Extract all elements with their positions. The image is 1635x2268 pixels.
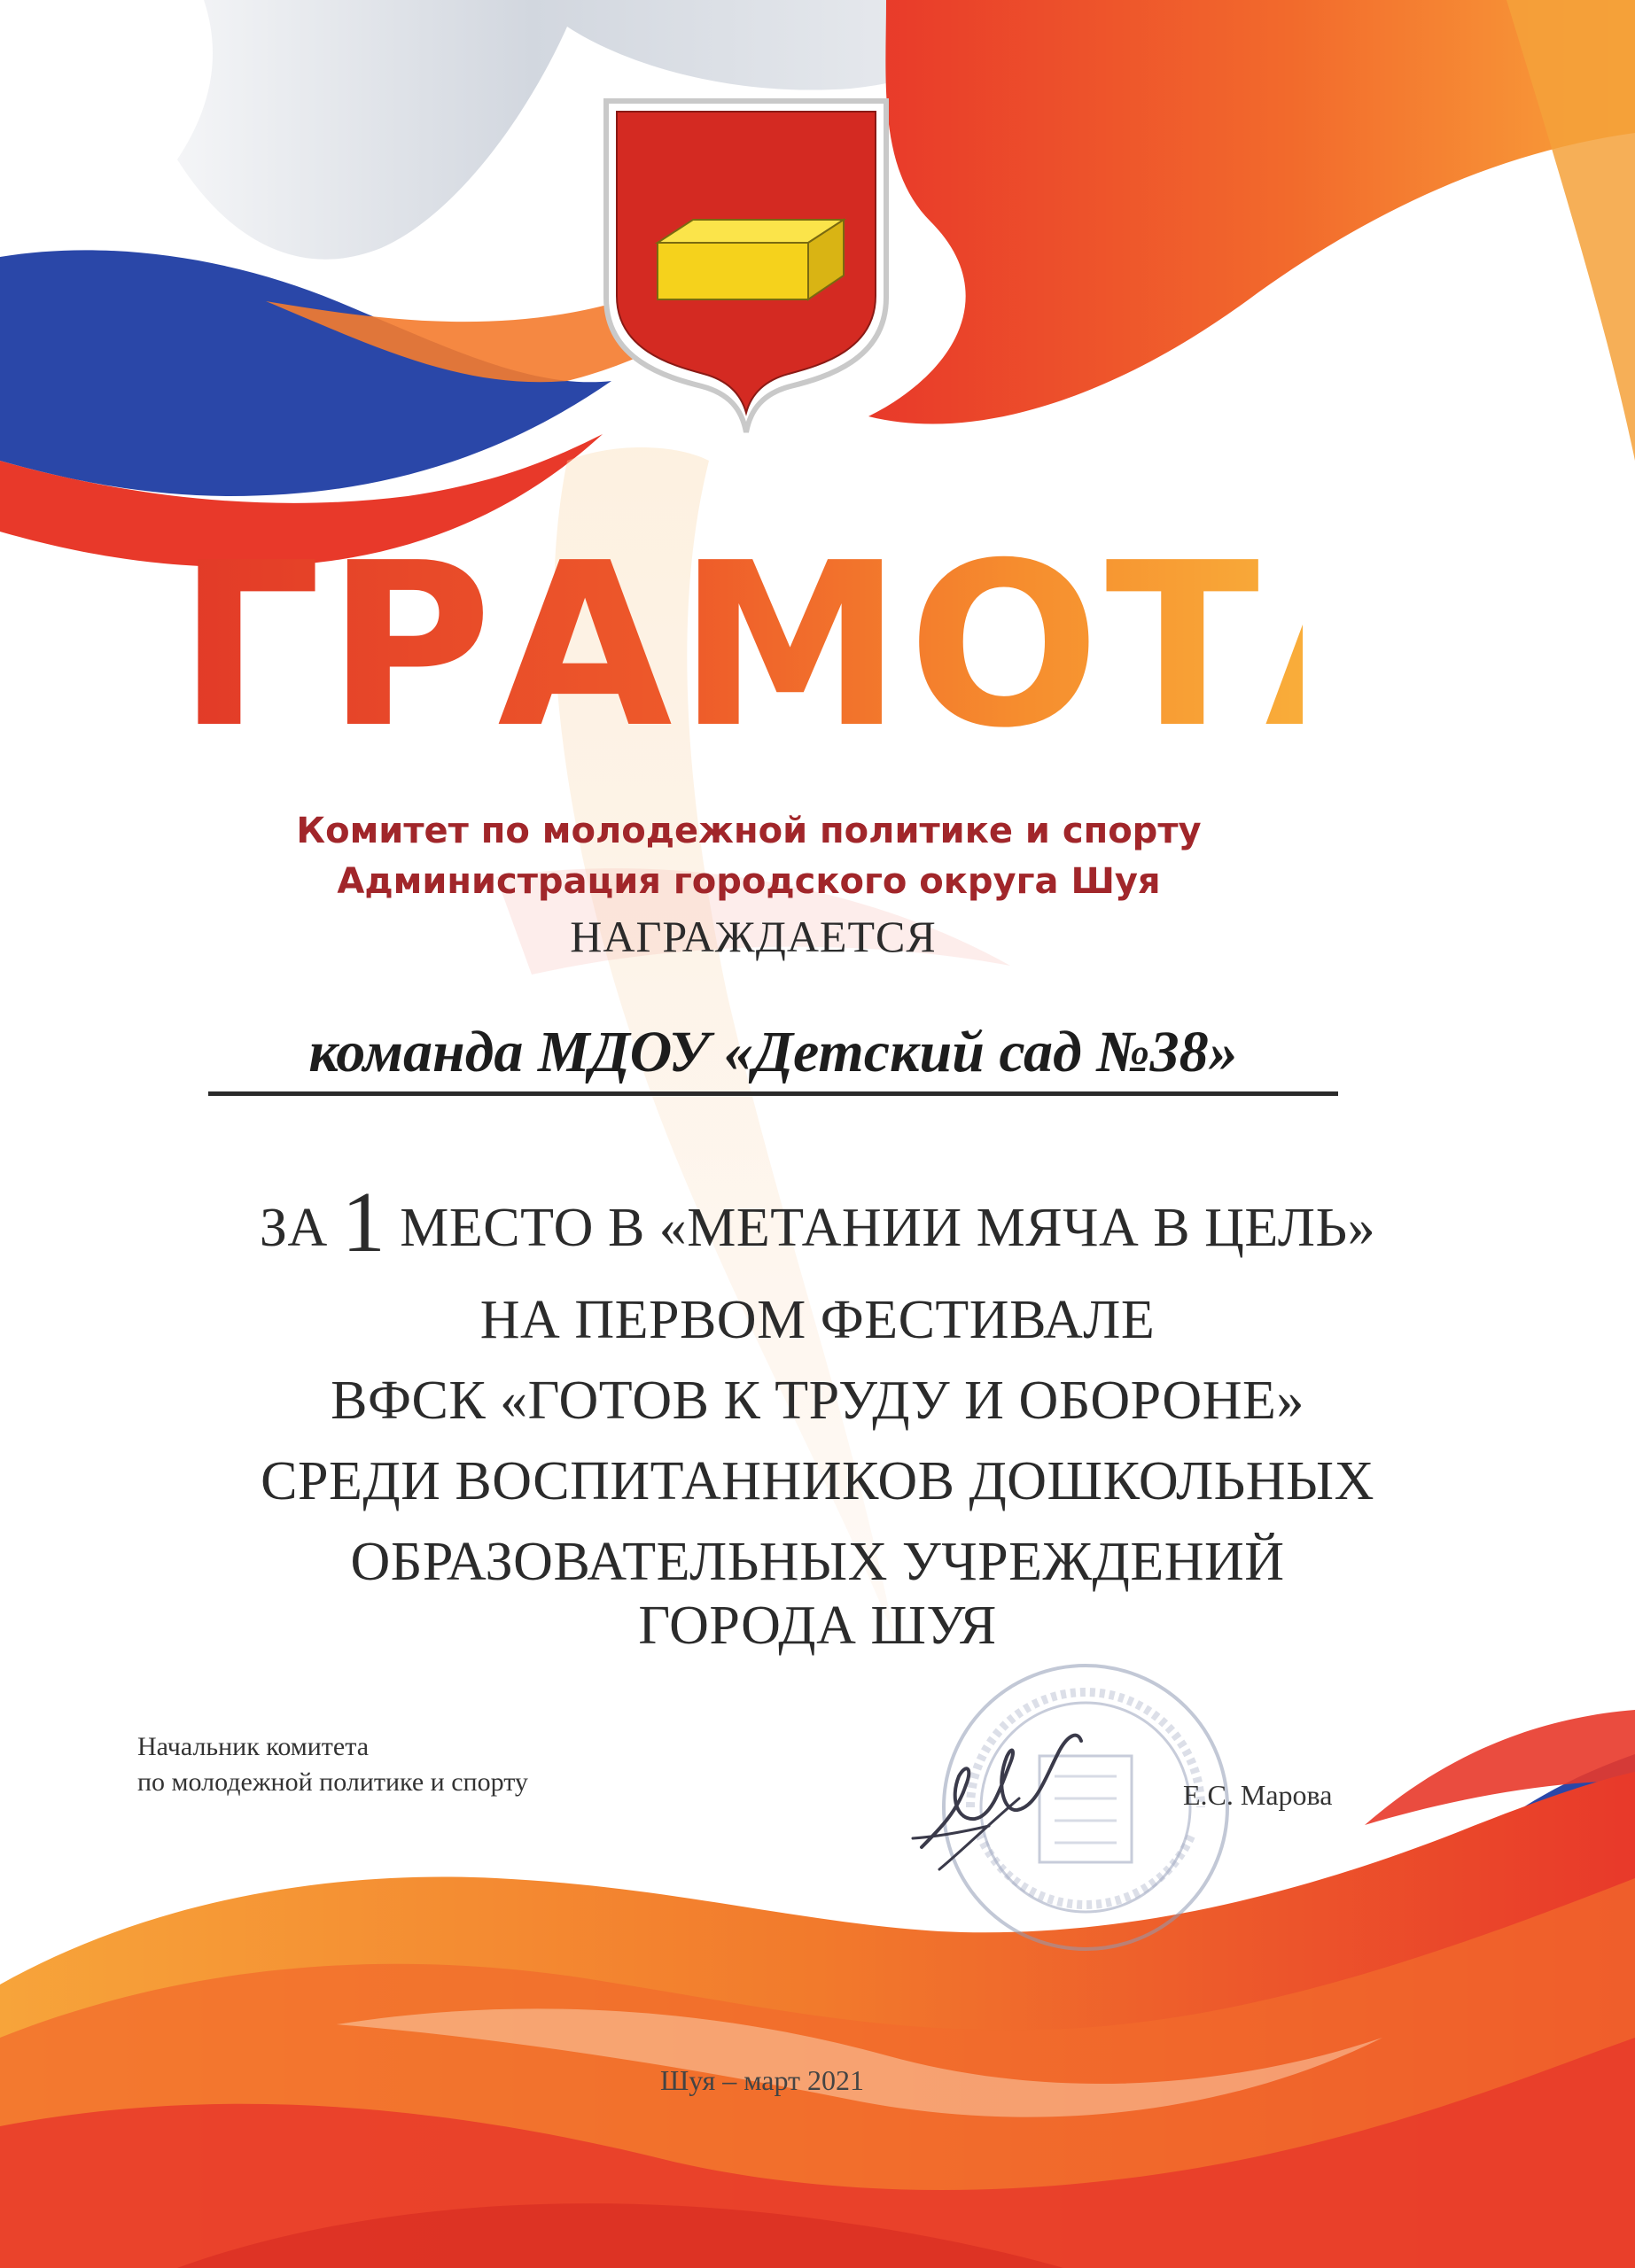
organization-line-1: Комитет по молодежной политике и спорту: [296, 811, 1202, 851]
reason-line-4: СРЕДИ ВОСПИТАННИКОВ ДОШКОЛЬНЫХ: [261, 1451, 1374, 1511]
reason-line-1: [53, 1175, 1582, 1270]
reason-line-2: НА ПЕРВОМ ФЕСТИВАЛЕ: [479, 1290, 1156, 1350]
reason-line-6: ГОРОДА ШУЯ: [638, 1596, 997, 1656]
organization-line-2: Администрация городского округа Шуя: [337, 861, 1161, 902]
signer-title-line-1: Начальник комитета: [137, 1732, 370, 1761]
place-number: 1: [341, 1175, 386, 1270]
reason-line-3: ВФСК «ГОТОВ К ТРУДУ И ОБОРОНЕ»: [331, 1371, 1304, 1431]
signer-title-line-2: по молодежной политике и спорту: [137, 1767, 528, 1797]
reason-line-1-text: МЕСТО В «МЕТАНИИ МЯЧА В ЦЕЛЬ»: [400, 1198, 1376, 1258]
signature-icon: [904, 1714, 1099, 1883]
coat-of-arms-icon: [596, 94, 897, 439]
certificate-title: ГРАМОТА: [177, 515, 1445, 778]
recipient-name: команда МДОУ «Детский сад №38»: [208, 1019, 1338, 1096]
place-and-date: Шуя – март 2021: [660, 2064, 864, 2096]
reason-prefix: ЗА: [259, 1198, 328, 1258]
signer-name: Е.С. Марова: [1183, 1779, 1333, 1811]
awarded-label: НАГРАЖДАЕТСЯ: [570, 912, 937, 961]
reason-line-5: ОБРАЗОВАТЕЛЬНЫХ УЧРЕЖДЕНИЙ: [350, 1532, 1285, 1592]
